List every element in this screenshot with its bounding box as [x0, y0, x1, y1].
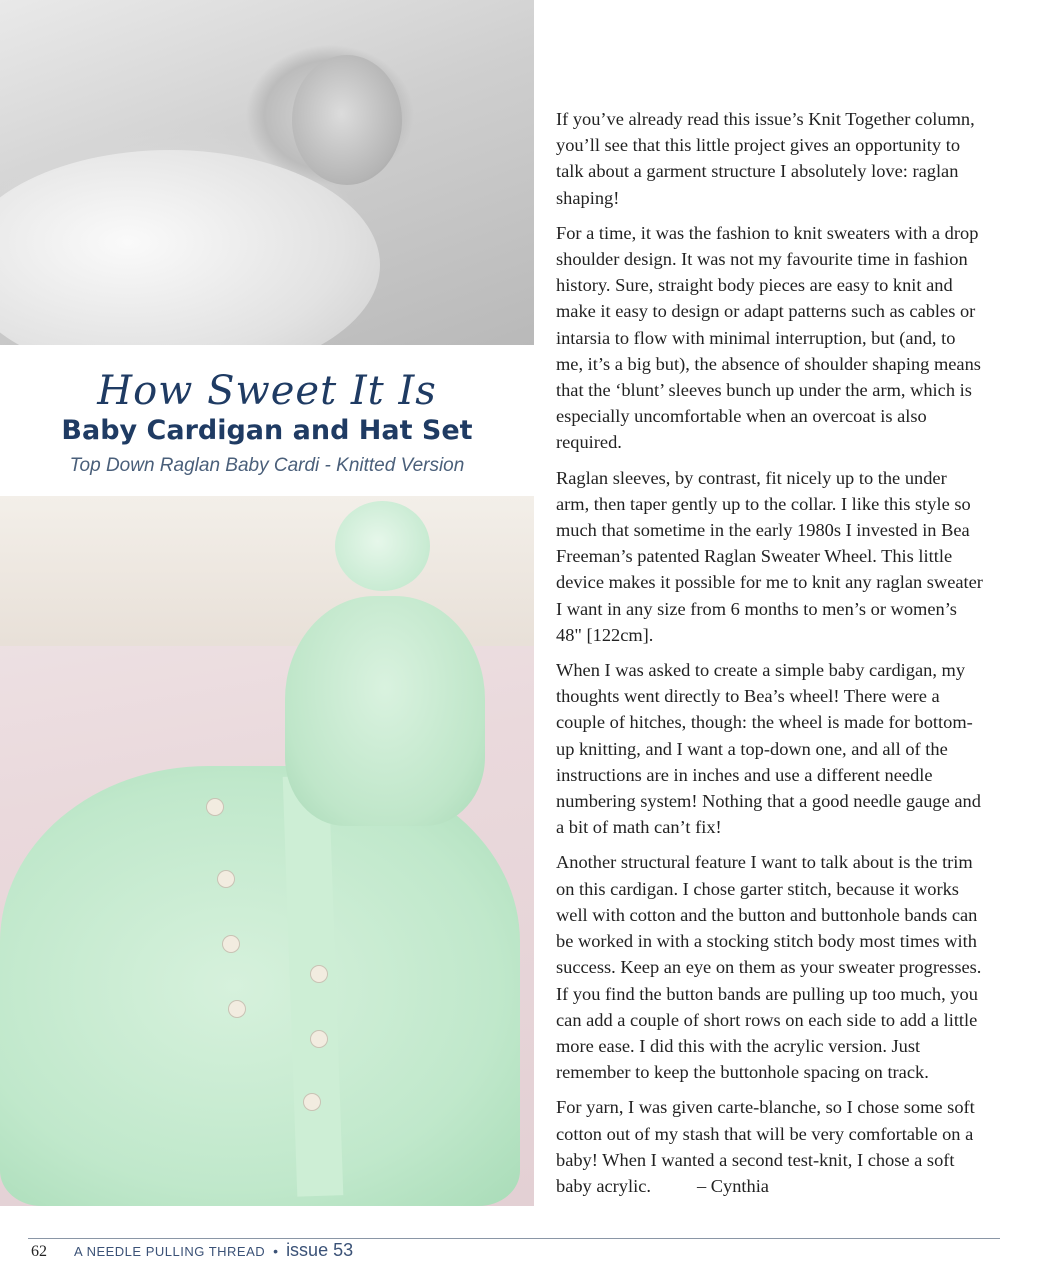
- body-paragraph: If you’ve already read this issue’s Knit Together column, you’ll see that this little project gives an opportunity to talk about a garment structure I absolutely love: raglan shaping!: [556, 109, 975, 208]
- page-footer: [31, 1240, 353, 1264]
- article-subtitle: Baby Cardigan and Hat Set: [61, 415, 473, 446]
- script-title: How Sweet It Is: [97, 368, 437, 414]
- button-shape: [207, 799, 223, 815]
- article-tagline: Top Down Raglan Baby Cardi - Knitted Version: [69, 455, 465, 476]
- body-paragraph: When I was asked to create a simple baby cardigan, my thoughts went directly to Bea’s wheel! There were a couple of hitches, though: the wheel is made for bottom-up knitting, and I want a top-down one, and all of the instructions are in inches and use a different needle numbering system! Nothing that a good needle gauge and a bit of math can’t fix!: [556, 660, 981, 838]
- button-shape: [311, 966, 327, 982]
- cardigan-shape: [0, 766, 520, 1206]
- body-paragraph: For yarn, I was given carte-blanche, so I chose some soft cotton out of my stash that will be very comfortable on a baby! When I wanted a second test-knit, I chose a soft baby acrylic. – Cynthia: [556, 1097, 980, 1196]
- footer-separator: •: [273, 1243, 279, 1259]
- blanket-shape: [0, 150, 380, 345]
- body-paragraph: Raglan sleeves, by contrast, fit nicely up to the under arm, then taper gently up to the collar. I like this style so much that sometime in the early 1980s I invested in Bea Freeman’s patented Raglan Sweater Wheel. This little device makes it possible for me to knit any raglan sweater I want in any size from 6 months to men’s or women’s 48" [122cm].: [556, 467, 983, 645]
- pompom-shape: [335, 501, 430, 591]
- hat-shape: [285, 596, 485, 826]
- button-shape: [304, 1094, 320, 1110]
- button-shape: [229, 1001, 245, 1017]
- button-shape: [223, 936, 239, 952]
- button-shape: [218, 871, 234, 887]
- page-number: 62: [31, 1243, 47, 1260]
- baby-face-shape: [292, 55, 402, 185]
- article-title-block: [0, 360, 534, 480]
- body-paragraph: Another structural feature I want to talk about is the trim on this cardigan. I chose garter stitch, because it works well with cotton and the button and buttonhole bands can be worked in with a stocking stitch body most times with success. Keep an eye on them as your sweater progresses. If you find the button bands are pulling up too much, you can add a couple of short rows on each side to add a little more ease. I did this with the acrylic version. Just remember to keep the buttonhole spacing on track.: [556, 852, 982, 1083]
- cardigan-hat-photo: [0, 496, 534, 1206]
- issue-label: issue 53: [286, 1240, 354, 1260]
- footer-rule: [28, 1238, 1000, 1239]
- article-body: [556, 106, 984, 1208]
- baby-photo: [0, 0, 534, 345]
- button-shape: [311, 1031, 327, 1047]
- magazine-name: A NEEDLE PULLING THREAD: [74, 1244, 266, 1259]
- body-paragraph: For a time, it was the fashion to knit sweaters with a drop shoulder design. It was not my favourite time in fashion history. Sure, straight body pieces are easy to knit and make it easy to design or adapt patterns such as cables or intarsia to flow with minimal interruption, but (and, to me, it’s a big but), the absence of shoulder shaping means that the ‘blunt’ sleeves bunch up under the arm, which is especially uncomfortable when an overcoat is also required.: [556, 222, 981, 453]
